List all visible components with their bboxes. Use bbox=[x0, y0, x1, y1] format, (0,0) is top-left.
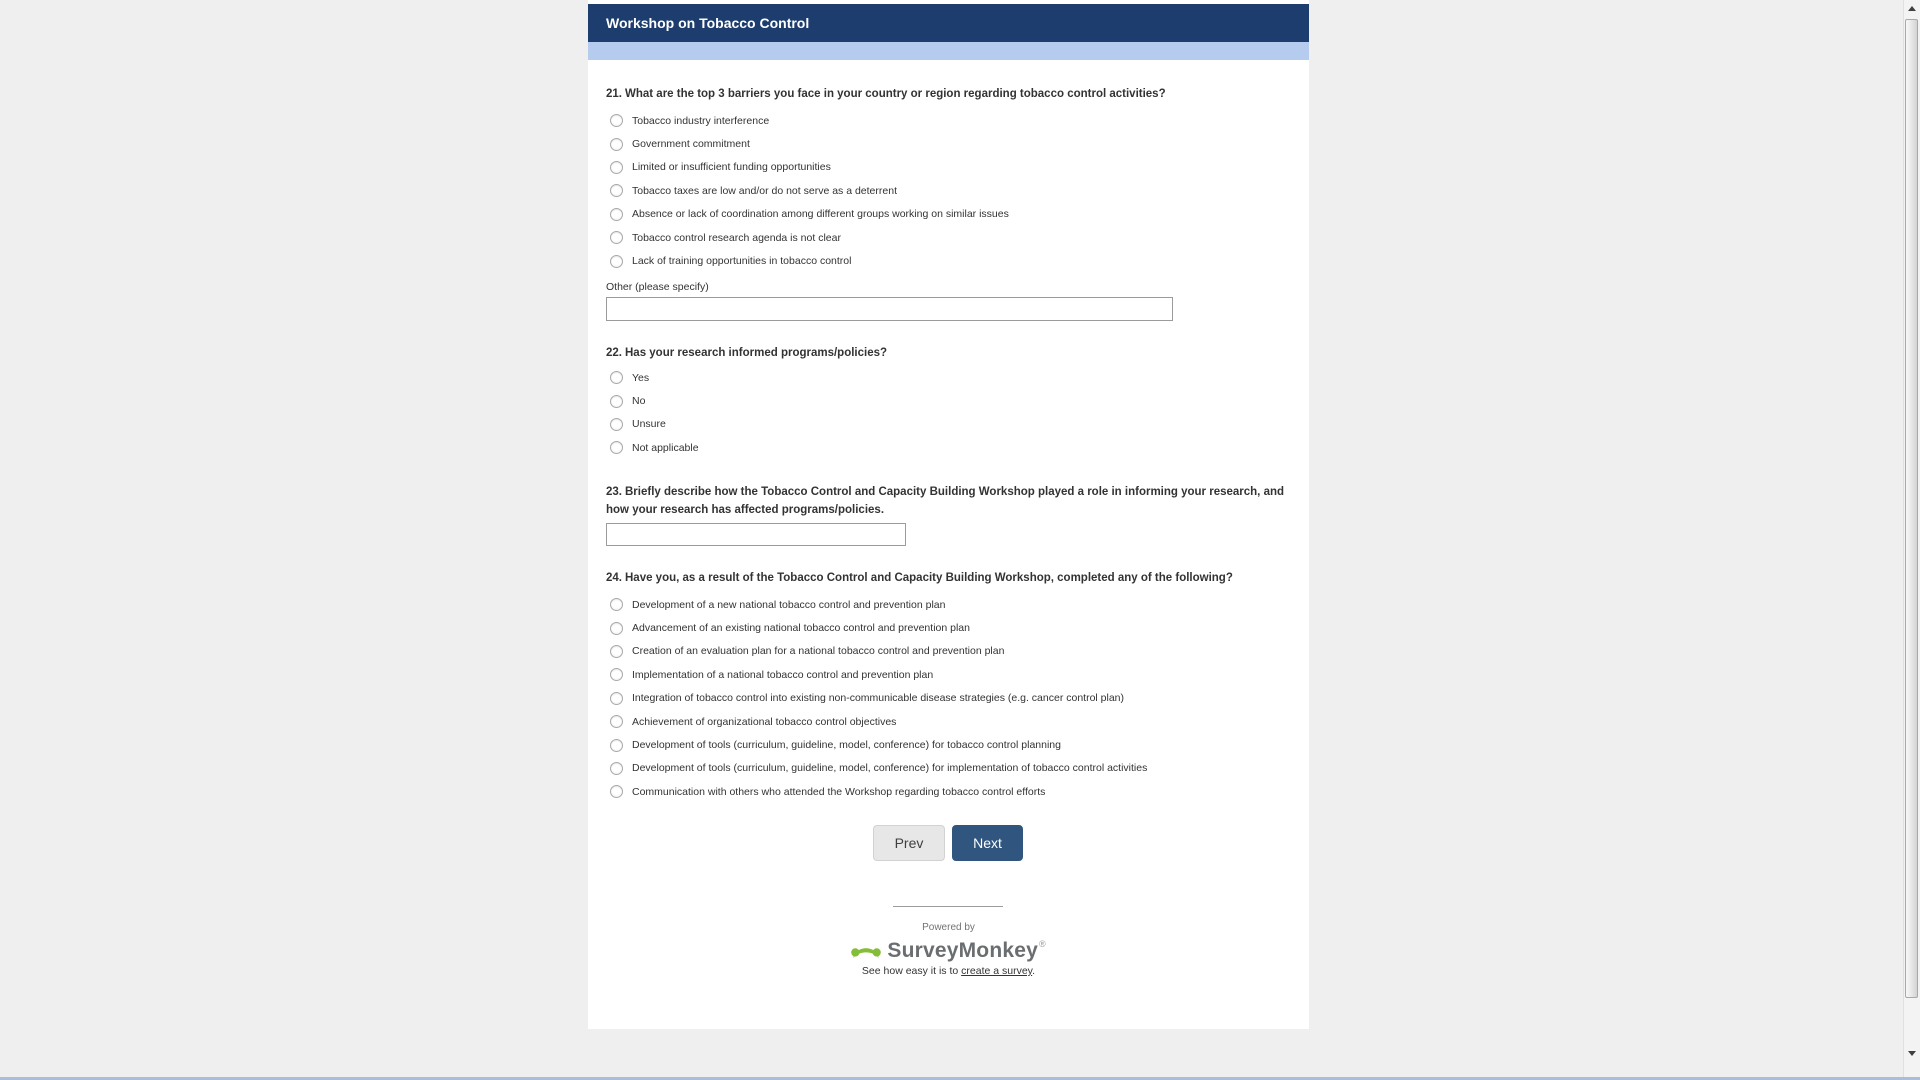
other-specify-input[interactable] bbox=[606, 297, 1173, 321]
up-arrow-icon bbox=[1908, 6, 1916, 11]
footer-tagline bbox=[588, 965, 1309, 977]
radio-button-icon[interactable] bbox=[610, 395, 623, 408]
option-label: Advancement of an existing national tobacco control and prevention plan bbox=[632, 622, 970, 635]
question-text: Has your research informed programs/policies? bbox=[625, 347, 888, 359]
question-22-options bbox=[610, 366, 699, 460]
option-label: Lack of training opportunities in tobacco control bbox=[632, 255, 852, 268]
question-number: 22. bbox=[606, 347, 622, 359]
powered-by-label: Powered by bbox=[922, 922, 975, 933]
radio-option-row[interactable] bbox=[610, 593, 1147, 616]
radio-option-row[interactable] bbox=[610, 413, 699, 436]
radio-button-icon[interactable] bbox=[610, 668, 623, 681]
option-label: Tobacco industry interference bbox=[632, 114, 770, 127]
radio-button-icon[interactable] bbox=[610, 622, 623, 635]
radio-button-icon[interactable] bbox=[610, 739, 623, 752]
radio-option-row[interactable] bbox=[610, 389, 699, 412]
question-text: Have you, as a result of the Tobacco Control and Capacity Building Workshop, completed any of the following? bbox=[625, 572, 1233, 584]
option-label: Communication with others who attended the Workshop regarding tobacco control efforts bbox=[632, 785, 1046, 798]
radio-option-row[interactable] bbox=[610, 109, 1009, 132]
radio-option-row[interactable] bbox=[610, 203, 1009, 226]
monkey-icon bbox=[851, 939, 881, 963]
question-number: 24. bbox=[606, 572, 622, 584]
question-23-answer-input[interactable] bbox=[606, 523, 906, 546]
registered-mark: ® bbox=[1039, 939, 1046, 949]
option-label: Integration of tobacco control into existing non-communicable disease strategies (e.g. cancer control plan) bbox=[632, 692, 1125, 705]
radio-option-row[interactable] bbox=[610, 179, 1009, 202]
radio-button-icon[interactable] bbox=[610, 762, 623, 775]
radio-button-icon[interactable] bbox=[610, 418, 623, 431]
radio-option-row[interactable] bbox=[610, 366, 699, 389]
create-survey-link[interactable]: create a survey bbox=[961, 965, 1033, 977]
radio-button-icon[interactable] bbox=[610, 645, 623, 658]
scroll-up-button[interactable] bbox=[1904, 0, 1920, 17]
option-label: Unsure bbox=[632, 418, 666, 431]
brand-wordmark: SurveyMonkey bbox=[887, 939, 1038, 962]
question-22-title bbox=[606, 346, 887, 360]
question-number: 23. bbox=[606, 486, 622, 498]
survey-title-bar bbox=[588, 4, 1309, 42]
survey-title: Workshop on Tobacco Control bbox=[606, 15, 810, 31]
question-23-title bbox=[606, 483, 1302, 519]
option-label: Achievement of organizational tobacco control objectives bbox=[632, 715, 897, 728]
radio-button-icon[interactable] bbox=[610, 598, 623, 611]
option-label: Development of tools (curriculum, guideline, model, conference) for implementation of tobacco control activities bbox=[632, 762, 1148, 775]
radio-button-icon[interactable] bbox=[610, 114, 623, 127]
footer-divider bbox=[893, 906, 1003, 907]
radio-button-icon[interactable] bbox=[610, 785, 623, 798]
progress-bar bbox=[588, 42, 1309, 60]
option-label: Not applicable bbox=[632, 441, 699, 454]
prev-button[interactable]: Prev bbox=[873, 825, 945, 861]
scrollbar-thumb[interactable] bbox=[1905, 19, 1918, 998]
radio-button-icon[interactable] bbox=[610, 184, 623, 197]
radio-option-row[interactable] bbox=[610, 757, 1147, 780]
question-21-options bbox=[610, 109, 1009, 273]
radio-button-icon[interactable] bbox=[610, 161, 623, 174]
option-label: Development of tools (curriculum, guideline, model, conference) for tobacco control planning bbox=[632, 739, 1061, 752]
option-label: Implementation of a national tobacco control and prevention plan bbox=[632, 668, 934, 681]
down-arrow-icon bbox=[1908, 1051, 1916, 1056]
question-24-title bbox=[606, 571, 1233, 585]
radio-button-icon[interactable] bbox=[610, 208, 623, 221]
question-number: 21. bbox=[606, 88, 622, 100]
radio-button-icon[interactable] bbox=[610, 692, 623, 705]
scroll-down-button[interactable] bbox=[1904, 1045, 1920, 1062]
radio-option-row[interactable] bbox=[610, 663, 1147, 686]
radio-button-icon[interactable] bbox=[610, 441, 623, 454]
radio-option-row[interactable] bbox=[610, 780, 1147, 803]
other-specify-label: Other (please specify) bbox=[606, 281, 709, 293]
radio-option-row[interactable] bbox=[610, 640, 1147, 663]
question-text: Briefly describe how the Tobacco Control and Capacity Building Workshop played a role in informing your research, and how your research has affected programs/policies. bbox=[606, 486, 1285, 516]
option-label: Development of a new national tobacco control and prevention plan bbox=[632, 598, 946, 611]
radio-button-icon[interactable] bbox=[610, 231, 623, 244]
tagline-period: . bbox=[1032, 965, 1036, 977]
vertical-scrollbar-track[interactable] bbox=[1903, 0, 1920, 1080]
radio-option-row[interactable] bbox=[610, 226, 1009, 249]
radio-option-row[interactable] bbox=[610, 156, 1009, 179]
question-21-title bbox=[606, 87, 1166, 101]
survey-page bbox=[588, 0, 1309, 1029]
tagline-text: See how easy it is to bbox=[861, 965, 962, 977]
radio-button-icon[interactable] bbox=[610, 371, 623, 384]
radio-button-icon[interactable] bbox=[610, 255, 623, 268]
option-label: Tobacco control research agenda is not clear bbox=[632, 231, 841, 244]
option-label: Yes bbox=[632, 371, 650, 384]
radio-button-icon[interactable] bbox=[610, 138, 623, 151]
radio-option-row[interactable] bbox=[610, 616, 1147, 639]
surveymonkey-logo[interactable] bbox=[588, 936, 1309, 966]
option-label: Creation of an evaluation plan for a national tobacco control and prevention plan bbox=[632, 645, 1005, 658]
radio-option-row[interactable] bbox=[610, 132, 1009, 155]
radio-option-row[interactable] bbox=[610, 436, 699, 459]
question-text: What are the top 3 barriers you face in your country or region regarding tobacco control activities? bbox=[625, 88, 1166, 100]
radio-option-row[interactable] bbox=[610, 733, 1147, 756]
radio-button-icon[interactable] bbox=[610, 715, 623, 728]
option-label: Tobacco taxes are low and/or do not serve as a deterrent bbox=[632, 184, 897, 197]
radio-option-row[interactable] bbox=[610, 687, 1147, 710]
question-24-options bbox=[610, 593, 1147, 804]
option-label: Limited or insufficient funding opportunities bbox=[632, 161, 831, 174]
option-label: No bbox=[632, 395, 646, 408]
radio-option-row[interactable] bbox=[610, 249, 1009, 272]
option-label: Government commitment bbox=[632, 138, 750, 151]
radio-option-row[interactable] bbox=[610, 710, 1147, 733]
next-button[interactable]: Next bbox=[952, 825, 1023, 861]
option-label: Absence or lack of coordination among different groups working on similar issues bbox=[632, 208, 1009, 221]
